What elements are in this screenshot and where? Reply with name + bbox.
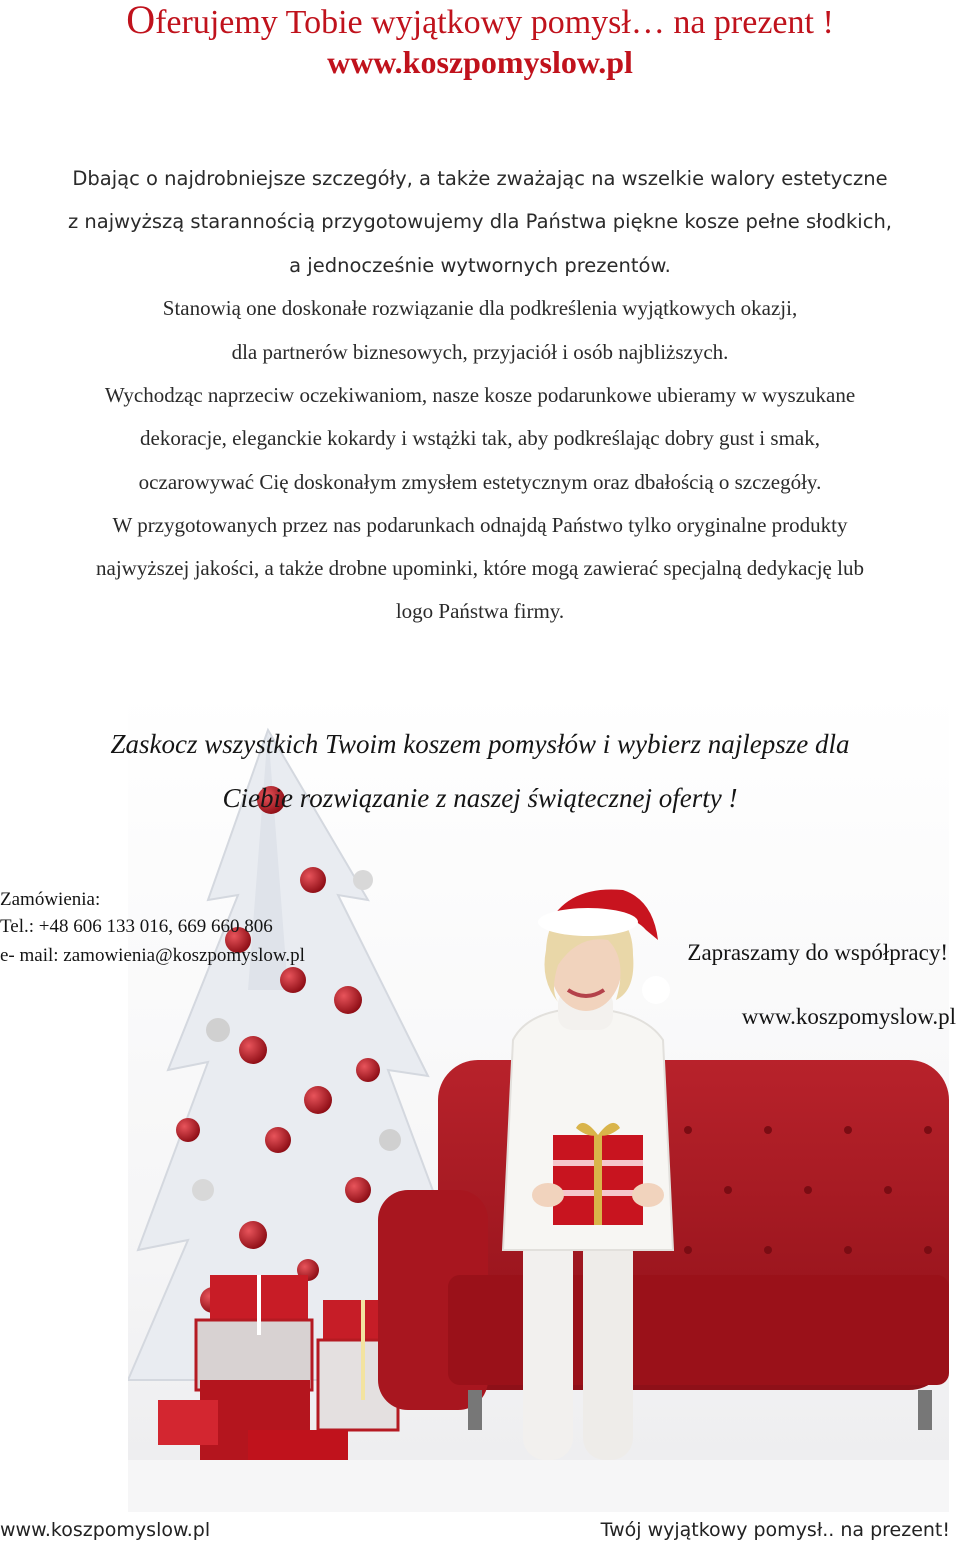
invite-website[interactable]: www.koszpomyslow.pl	[741, 1004, 956, 1029]
intro-line-6: Wychodząc naprzeciw oczekiwaniom, nasze kosze podarunkowe ubieramy w wyszukane	[104, 383, 856, 407]
intro-line-8: oczarowywać Cię doskonałym zmysłem estetycznym oraz dbałością o szczegóły.	[138, 470, 822, 494]
footer-tagline: Twój wyjątkowy pomysł.. na prezent!	[600, 1519, 950, 1541]
headline-cap: O	[126, 0, 156, 42]
intro-line-3: a jednocześnie wytwornych prezentów.	[289, 254, 671, 277]
footer-website[interactable]: www.koszpomyslow.pl	[0, 1519, 211, 1541]
intro-line-11: logo Państwa firmy.	[395, 599, 565, 623]
intro-line-2: z najwyższą starannością przygotowujemy dla Państwa piękne kosze pełne słodkich,	[67, 210, 893, 233]
headline-text: ferujemy Tobie wyjątkowy pomysł… na prezent !	[155, 4, 834, 41]
intro-line-9: W przygotowanych przez nas podarunkach odnajdą Państwo tylko oryginalne produkty	[112, 513, 848, 537]
intro-line-7: dekoracje, eleganckie kokardy i wstążki tak, aby podkreślając dobry gust i smak,	[140, 426, 820, 450]
contact-phone[interactable]: Tel.: +48 606 133 016, 669 660 806	[0, 916, 273, 937]
intro-line-10: najwyższej jakości, a także drobne upominki, które mogą zawierać specjalną dedykację lub	[96, 556, 864, 580]
intro-line-4: Stanowią one doskonałe rozwiązanie dla podkreślenia wyjątkowych okazji,	[162, 296, 798, 320]
headline	[0, 0, 960, 43]
contact-heading: Zamówienia:	[0, 889, 101, 910]
slogan-line-1: Zaskocz wszystkich Twoim koszem pomysłów i wybierz najlepsze dla	[110, 729, 850, 759]
invite-text: Zapraszamy do współpracy!	[687, 940, 948, 965]
contact-email[interactable]: e- mail: zamowienia@koszpomyslow.pl	[0, 945, 305, 966]
slogan-line-2: Ciebie rozwiązanie z naszej świątecznej oferty !	[222, 783, 738, 813]
intro-line-5: dla partnerów biznesowych, przyjaciół i osób najbliższych.	[231, 340, 729, 364]
header-website[interactable]: www.koszpomyslow.pl	[327, 44, 633, 80]
intro-line-1: Dbając o najdrobniejsze szczegóły, a także zważając na wszelkie walory estetyczne	[72, 167, 888, 190]
